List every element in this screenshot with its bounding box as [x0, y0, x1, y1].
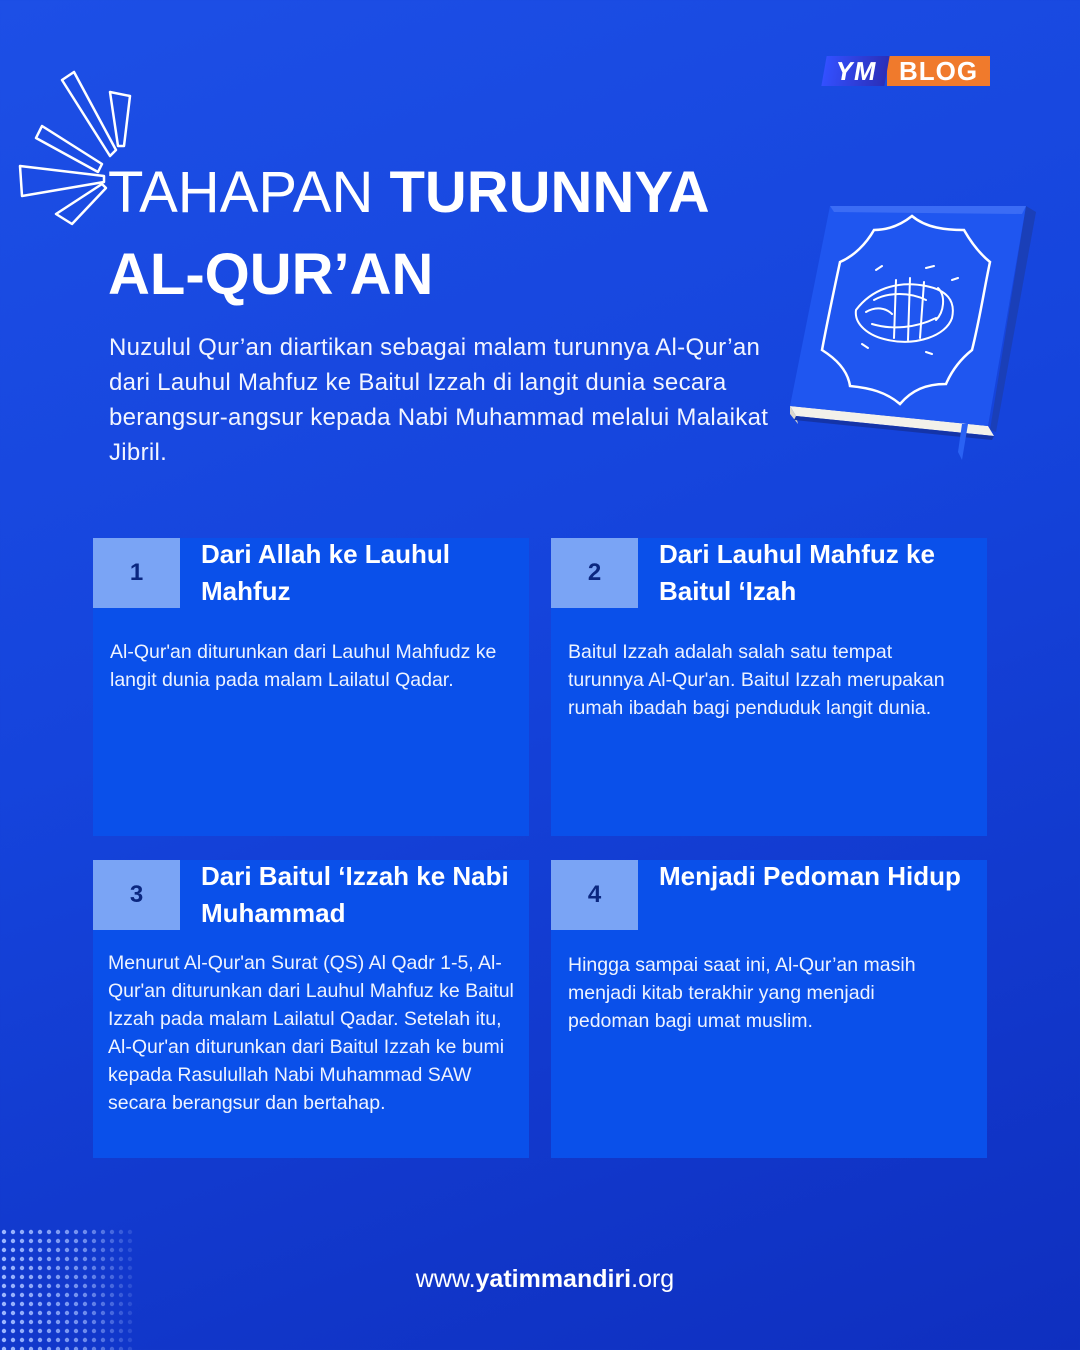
url-suffix: .org [631, 1265, 675, 1293]
step-number: 2 [551, 538, 638, 608]
ym-blog-logo [824, 56, 990, 86]
step-card-1 [93, 538, 529, 836]
step-heading: Dari Baitul ‘Izzah ke Nabi Muhammad [201, 861, 509, 928]
step-card-3 [93, 860, 529, 1158]
url-prefix: www. [415, 1265, 476, 1293]
page-title-line2: AL-QUR’AN [108, 242, 434, 307]
step-card-4 [551, 860, 987, 1158]
step-heading: Dari Lauhul Mahfuz ke Baitul ‘Izah [659, 539, 935, 606]
step-number: 3 [93, 860, 180, 930]
title-light: TAHAPAN [108, 160, 374, 225]
step-body: Menurut Al-Qur'an Surat (QS) Al Qadr 1-5, Al-Qur'an diturunkan dari Lauhul Mahfuz ke Baitul Izzah pada malam Lailatul Qadar. Setelah itu, Al-Qur'an diturunkan dari Baitul Izzah ke bumi kepada Rasulullah Nabi Muhammad SAW secara berangsur dan bertahap. [108, 952, 514, 1114]
step-body: Al-Qur'an diturunkan dari Lauhul Mahfudz ke langit dunia pada malam Lailatul Qadar. [110, 641, 497, 691]
step-body: Hingga sampai saat ini, Al-Qur’an masih menjadi kitab terakhir yang menjadi pedoman bagi umat muslim. [568, 954, 916, 1032]
logo-blog: BLOG [887, 56, 990, 86]
step-number: 4 [551, 860, 638, 930]
step-heading: Menjadi Pedoman Hidup [659, 861, 961, 891]
page-title-line1 [108, 158, 710, 228]
step-number: 1 [93, 538, 180, 608]
intro-paragraph: Nuzulul Qur’an diartikan sebagai malam turunnya Al-Qur’an dari Lauhul Mahfuz ke Baitul Izzah di langit dunia secara berangsur-angsur kepada Nabi Muhammad melalui Malaikat Jibril. [109, 334, 769, 466]
step-heading: Dari Allah ke Lauhul Mahfuz [201, 539, 450, 606]
website-url [0, 1265, 1080, 1294]
step-card-2 [551, 538, 987, 836]
logo-ym: YM [821, 56, 889, 86]
title-bold: TURUNNYA [389, 160, 710, 225]
step-body: Baitul Izzah adalah salah satu tempat turunnya Al-Qur'an. Baitul Izzah merupakan rumah ibadah bagi penduduk langit dunia. [568, 641, 945, 719]
quran-book-icon [776, 200, 1040, 464]
url-domain: yatimmandiri [475, 1265, 632, 1293]
